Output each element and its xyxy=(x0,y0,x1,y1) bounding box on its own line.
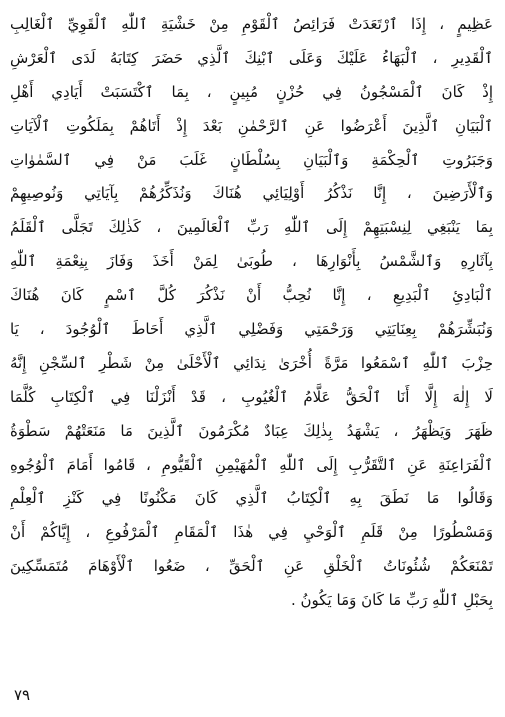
text-line: إِذْ كَانَ ٱلْمَسْجُونُ فِي حُزْنٍ مُبِينٍ ، بِمَا ٱكْتَسَبَتْ أَيَادِي أَهْلِ xyxy=(10,82,493,101)
text-line: بِمَا يَنْبَغِي لِنِسْبَتِهِمْ إِلَى ٱللّٰهِ رَبِّ ٱلْعَالَمِينَ ، كَذٰلِكَ تَجَلَّى ٱلْقَلَمُ xyxy=(10,218,493,237)
text-line: ٱلْبَيَانِ ٱلَّذِينَ أَعْرَضُوا عَنِ ٱلرَّحْمٰنِ بَعْدَ إِذْ أَتَاهُمْ بِمَلَكُوتِ ٱلْآيَاتِ xyxy=(10,116,493,135)
body-text xyxy=(10,8,493,618)
text-line: وَمَسْطُورًا مِنْ قَلَمِ ٱلْوَحْيِ فِي هٰذَا ٱلْمَقَامِ ٱلْمَرْفُوعِ ، إِيَّاكُمْ أَنْ xyxy=(10,523,493,542)
text-line: ظَهَرَ وَيَظْهَرُ ، يَشْهَدُ بِذٰلِكَ عِبَادٌ مُكْرَمُونَ ٱلَّذِينَ مَا مَنَعَتْهُمْ سَطْوَةُ xyxy=(10,421,493,440)
text-line: حِزْبَ ٱللّٰهِ ٱسْمَعُوا مَرَّةً أُخْرَىٰ نِدَائِي ٱلْأَحْلَىٰ مِنْ شَطْرِ ٱلسِّجْنِ إِنَّهُ xyxy=(10,353,493,372)
text-line: وَقَالُوا مَا نَطَقَ بِهِ ٱلْكِتَابُ ٱلَّذِي كَانَ مَكْنُونًا فِي كَنْزِ ٱلْعِلْمِ xyxy=(10,489,493,508)
text-line: عَظِيمٍ ، إِذَا ٱرْتَعَدَتْ فَرَائِصُ ٱلْقَوْمِ مِنْ خَشْيَةِ ٱللّٰهِ ٱلْقَوِيِّ ٱلْغَالِبِ xyxy=(10,15,493,33)
text-line: وَنُبَشِّرَهُمْ بِعِنَايَتِي وَرَحْمَتِي وَفَضْلِي ٱلَّذِي أَحَاطَ ٱلْوُجُودَ ، يَا xyxy=(10,320,493,339)
text-line: وَٱلْأَرَضِينَ ، إِنَّا نَذْكُرُ أَوْلِيَائِي هُنَاكَ وَنُذَكِّرُهُمْ بِآيَاتِي وَنُوصِيهِمْ xyxy=(10,184,493,203)
text-line: ٱلْبَادِئِ ٱلْبَدِيعِ ، إِنَّا نُحِبُّ أَنْ نَذْكُرَ كُلَّ ٱسْمٍ كَانَ هُنَاكَ xyxy=(10,286,493,305)
text-line-last: بِحَبْلِ ٱللّٰهِ رَبِّ مَا كَانَ وَمَا يَكُونُ . xyxy=(290,591,493,610)
page-number: ٧٩ xyxy=(14,686,31,704)
text-line: لَا إِلٰهَ إِلَّا أَنَا ٱلْحَقُّ عَلَّامُ ٱلْغُيُوبِ ، قَدْ أَنْزَلْنَا فِي ٱلْكِتَابِ كُلَّمَا xyxy=(10,387,493,406)
text-line: بِآثَارِهِ وَٱلشَّمْسُ بِأَنْوَارِهَا ، طُوبَىٰ لِمَنْ أَخَذَ وَفَازَ بِنِعْمَةِ ٱللّٰهِ xyxy=(10,252,493,271)
text-line: ٱلْقَدِيرِ ، ٱلْبَهَاءُ عَلَيْكَ وَعَلَى ٱبْنِكَ ٱلَّذِي حَضَرَ كِتَابَهُ لَدَى ٱلْعَرْشِ xyxy=(10,48,493,67)
text-line: ٱلْفَرَاعِنَةِ عَنِ ٱلتَّقَرُّبِ إِلَى ٱللّٰهِ ٱلْمُهَيْمِنِ ٱلْقَيُّومِ ، قَامُوا أَمَامَ ٱلْوُجُوهِ xyxy=(10,455,493,474)
text-line: وَجَبَرُوتِ ٱلْحِكْمَةِ وَٱلْبَيَانِ بِسُلْطَانٍ غَلَبَ مَنْ فِي ٱلسَّمٰوٰاتِ xyxy=(10,150,493,169)
text-line: تَمْنَعَكُمْ شُئُونَاتُ ٱلْخَلْقِ عَنِ ٱلْحَقِّ ، ضَعُوا ٱلْأَوْهَامَ مُتَمَسِّكِينَ xyxy=(10,557,493,576)
